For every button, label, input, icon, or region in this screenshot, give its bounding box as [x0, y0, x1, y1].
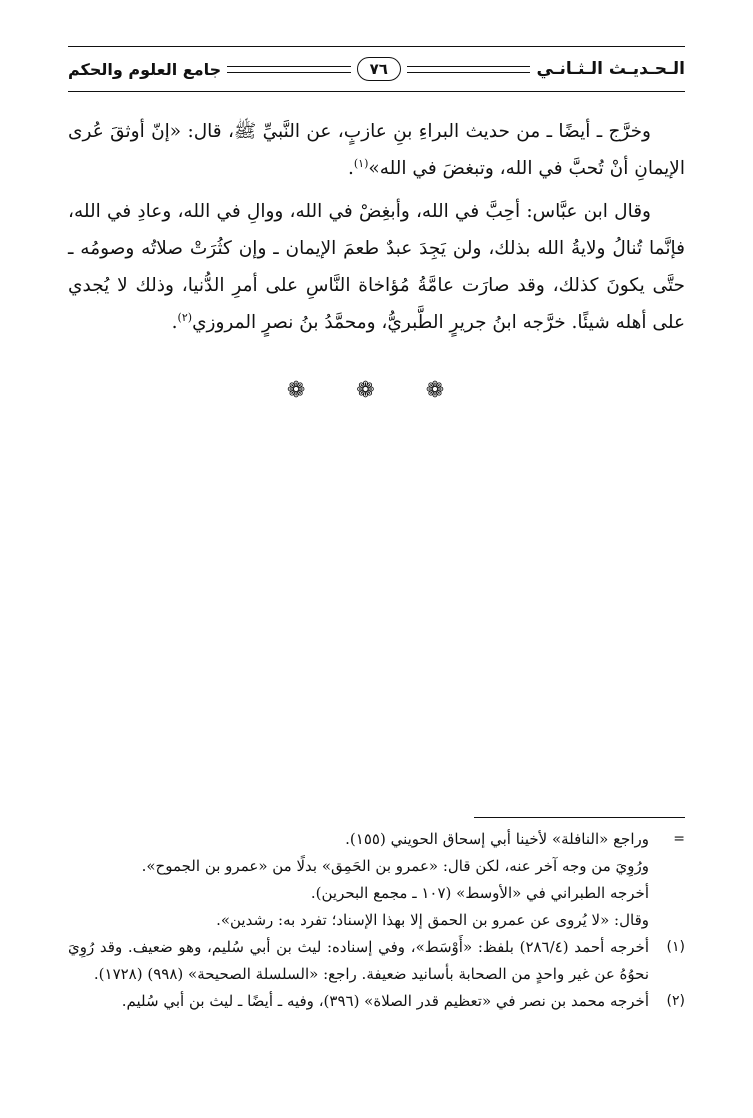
- main-text: [68, 113, 685, 341]
- footnote-2: [68, 988, 685, 1015]
- paragraph: [68, 113, 685, 187]
- section-separator: ❁ ❁ ❁: [286, 378, 467, 403]
- header-bottom-rule: [68, 91, 685, 92]
- footnotes: [68, 826, 685, 1015]
- page-number: ٧٦: [357, 57, 401, 81]
- paragraph-end: .: [171, 312, 178, 333]
- footnote-ref[interactable]: (٢): [177, 310, 193, 324]
- paragraph: [68, 193, 685, 341]
- footnote-marker: (١): [666, 939, 685, 955]
- footnote-line: ورُوِيَ من وجه آخر عنه، لكن قال: «عمرو بن الحَمِق» بدلًا من «عمرو بن الجموح».: [141, 857, 649, 875]
- footnote-line: أخرجه محمد بن نصر في «تعظيم قدر الصلاة» (٣٩٦)، وفيه ـ أيضًا ـ ليث بن أبي سُليم.: [121, 992, 649, 1010]
- paragraph-end: .: [347, 158, 354, 179]
- header-top-rule: [68, 46, 685, 47]
- paragraph-text: وقال ابن عبَّاس: أحِبَّ في الله، وأبغِضْ في الله، ووالِ في الله، وعادِ في الله، فإنَّما تُنالُ ولايةُ الله بذلك، ولن يَجِدَ عبدٌ طعمَ الإيمان ـ وإن كثُرَتْ صلاتُه وصومُه ـ حتَّى يكونَ كذلك، وقد صارَت عامَّةُ مُؤاخاة النَّاسِ على أمرِ الدُّنيا، وذلك لا يُجدي على أهله شيئًا. خرَّجه ابنُ جريرٍ الطَّبريُّ، ومحمَّدُ بنُ نصرٍ المروزي: [68, 201, 685, 333]
- header-double-rule: [227, 66, 350, 73]
- footnote-marker: =: [673, 831, 685, 847]
- footnote-continuation: [68, 826, 685, 934]
- footnote-line: أخرجه أحمد (٢٨٦/٤) بلفظ: «أَوْسَط»، وفي إسناده: ليث بن أبي سُليم، وهو ضعيف. وقد رُوِيَ نحوُهُ عن غير واحدٍ من الصحابة بأسانيد ضعيفة. راجع: «السلسلة الصحيحة» (٩٩٨) (١٧٢٨).: [68, 938, 649, 983]
- footnote-line: وقال: «لا يُروى عن عمرو بن الحمق إلا بهذا الإسناد؛ تفرد به: رشدين».: [216, 911, 649, 929]
- header-double-rule: [407, 66, 530, 73]
- footnote-marker: (٢): [666, 993, 685, 1009]
- footnote-1: [68, 934, 685, 988]
- book-title: جامع العلوم والحكم: [68, 59, 222, 79]
- footnote-ref[interactable]: (١): [353, 156, 369, 170]
- footnote-line: وراجع «النافلة» لأخينا أبي إسحاق الحويني (١٥٥).: [345, 830, 649, 848]
- footnote-line: أخرجه الطبراني في «الأوسط» (١٠٧ ـ مجمع البحرين).: [310, 884, 649, 902]
- paragraph-text: وخرَّج ـ أيضًا ـ من حديث البراءِ بنِ عازبٍ، عن النَّبيِّ ﷺ، قال: «إنّ أوثقَ عُرى الإيمانِ أنْ تُحبَّ في الله، وتبغضَ في الله»: [68, 121, 685, 179]
- running-header: [68, 46, 685, 92]
- footnote-rule: [474, 817, 685, 818]
- chapter-title: الـحـديـث الـثـانـي: [536, 59, 685, 79]
